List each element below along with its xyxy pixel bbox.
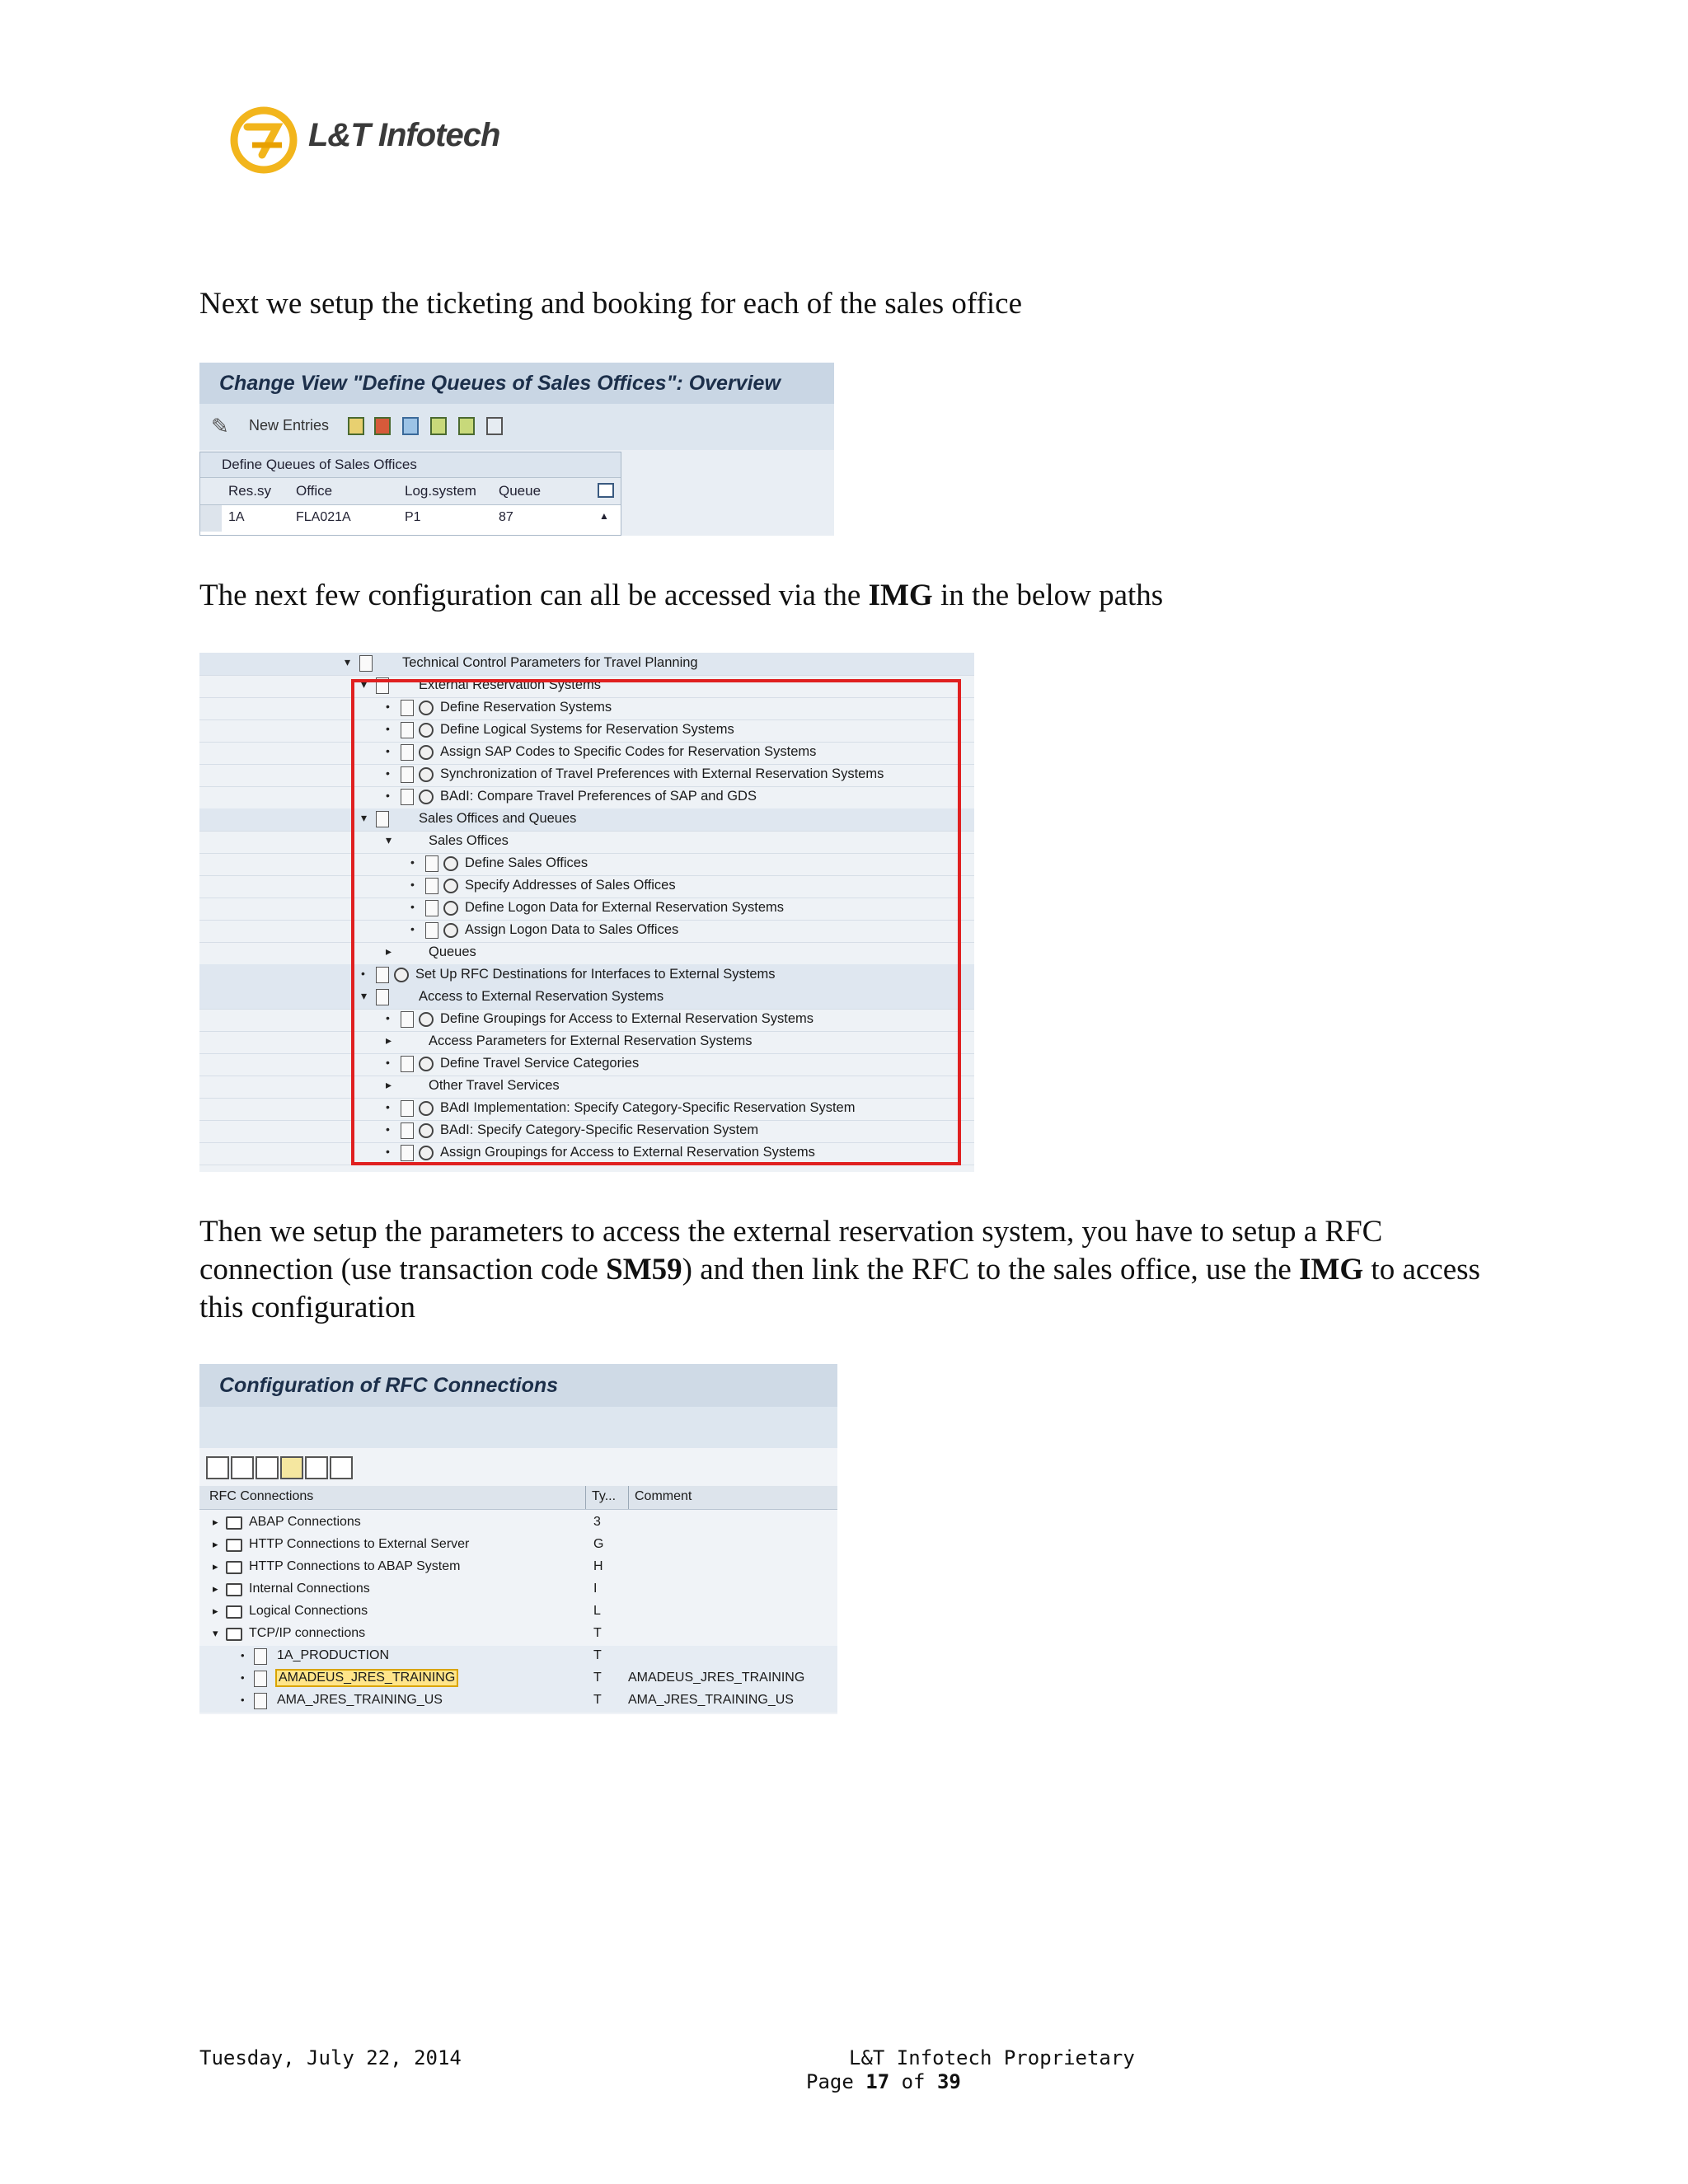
folder-icon (226, 1583, 242, 1596)
collapse-icon[interactable]: ▸ (213, 1538, 218, 1550)
bullet-icon[interactable]: • (410, 900, 415, 913)
tree-node-label: Define Reservation Systems (440, 700, 612, 715)
footer-proprietary: L&T Infotech Proprietary (849, 2046, 1135, 2069)
tree-node-label: BAdI: Specify Category-Specific Reservation System (440, 1122, 759, 1137)
cell-res-sy: 1A (228, 510, 245, 524)
col-queue: Queue (499, 483, 542, 499)
bullet-icon[interactable]: • (386, 766, 390, 780)
expand-icon[interactable]: ▾ (213, 1627, 218, 1639)
tree-node-label: Set Up RFC Destinations for Interfaces to External Systems (415, 967, 776, 982)
connection-name: Logical Connections (249, 1604, 368, 1618)
tree-node-label: Other Travel Services (429, 1078, 560, 1093)
table-row[interactable] (199, 1646, 837, 1668)
select-all-icon[interactable] (430, 417, 447, 435)
connection-name: ABAP Connections (249, 1515, 361, 1529)
bullet-icon[interactable]: • (386, 1011, 390, 1024)
table-row[interactable] (199, 1668, 837, 1690)
collapse-icon[interactable]: ▸ (386, 1078, 392, 1091)
collapse-icon[interactable]: ▸ (213, 1560, 218, 1572)
expand-icon[interactable]: ▾ (361, 677, 368, 691)
paragraph-1: Next we setup the ticketing and booking for each of the sales office (199, 287, 1022, 321)
collapse-icon[interactable]: ▸ (213, 1582, 218, 1595)
tree-node-label: Define Groupings for Access to External Reservation Systems (440, 1011, 814, 1026)
paragraph-3-bold-sm59: SM59 (606, 1253, 682, 1286)
table-row[interactable] (199, 1512, 837, 1535)
tree-node-label: BAdI: Compare Travel Preferences of SAP and GDS (440, 789, 757, 804)
cell-office: FLA021A (296, 510, 351, 524)
page-label: Page (806, 2070, 854, 2093)
document-icon (359, 655, 373, 672)
find-icon[interactable] (231, 1456, 254, 1479)
footer-date: Tuesday, July 22, 2014 (199, 2046, 462, 2069)
collapse-icon[interactable]: ▸ (386, 944, 392, 958)
edit-icon[interactable]: ✎ (211, 414, 229, 438)
col-log-system: Log.system (405, 483, 476, 499)
table-title: Define Queues of Sales Offices (200, 452, 621, 478)
copy-icon[interactable] (348, 417, 364, 435)
row-selector[interactable] (200, 505, 222, 532)
screen-title: Change View "Define Queues of Sales Offices": Overview (199, 363, 834, 404)
expand-icon[interactable]: ▾ (361, 811, 368, 824)
col-comment: Comment (635, 1489, 692, 1503)
delete-icon[interactable] (330, 1456, 353, 1479)
paragraph-3-bold-img: IMG (1299, 1253, 1364, 1286)
page-current: 17 (865, 2070, 890, 2093)
paragraph-3 (199, 1213, 1518, 1327)
tree-node-label: Queues (429, 944, 476, 959)
footer-page-number (806, 2070, 961, 2093)
logo-text: L&T Infotech (308, 117, 500, 153)
connection-name: TCP/IP connections (249, 1626, 366, 1640)
tree-node-label: Define Logical Systems for Reservation Systems (440, 722, 734, 737)
column-settings-icon[interactable] (598, 483, 614, 498)
bullet-icon[interactable]: • (386, 722, 390, 735)
connection-comment: AMA_JRES_TRAINING_US (628, 1693, 794, 1707)
bullet-icon[interactable]: • (241, 1671, 245, 1684)
table-row[interactable] (199, 1601, 837, 1624)
queues-table (199, 452, 621, 536)
tree-node-label: Sales Offices (429, 833, 509, 848)
table-row[interactable] (200, 505, 621, 533)
paragraph-2-bold: IMG (868, 579, 933, 612)
connection-type: 3 (593, 1515, 601, 1529)
tree-node-label: Access to External Reservation Systems (419, 989, 664, 1004)
table-header (199, 1486, 837, 1510)
undo-icon[interactable] (402, 417, 419, 435)
scroll-up-icon[interactable]: ▲ (599, 510, 609, 522)
folder-icon (226, 1516, 242, 1530)
expand-icon[interactable]: ▾ (361, 989, 368, 1002)
tree-node-label: Access Parameters for External Reservation Systems (429, 1033, 753, 1048)
select-block-icon[interactable] (458, 417, 475, 435)
connection-comment: AMADEUS_JRES_TRAINING (628, 1671, 805, 1685)
bullet-icon[interactable]: • (386, 744, 390, 757)
bullet-icon[interactable]: • (386, 789, 390, 802)
table-row[interactable] (199, 1690, 837, 1713)
folder-icon (226, 1561, 242, 1574)
page-of: of (901, 2070, 926, 2093)
col-rfc-connections: RFC Connections (209, 1489, 314, 1503)
tree-node-label: Assign Groupings for Access to External Reservation Systems (440, 1145, 815, 1160)
paragraph-2-text-b: in the below paths (932, 579, 1164, 612)
tree-node[interactable] (199, 653, 974, 676)
page-total: 39 (936, 2070, 961, 2093)
connection-type: T (593, 1626, 602, 1640)
display-icon[interactable] (305, 1456, 328, 1479)
connection-type: L (593, 1604, 601, 1618)
tree-node-label: External Reservation Systems (419, 677, 602, 692)
tree-node-label: Assign SAP Codes to Specific Codes for Reservation Systems (440, 744, 817, 759)
tree-node-label: BAdI Implementation: Specify Category-Specific Reservation System (440, 1100, 856, 1115)
folder-icon (226, 1628, 242, 1641)
highlight-box (351, 679, 961, 1165)
screenshot-rfc-connections (199, 1364, 837, 1714)
connection-name: 1A_PRODUCTION (277, 1648, 390, 1662)
bullet-icon[interactable]: • (410, 878, 415, 891)
cell-log-system: P1 (405, 510, 421, 524)
bullet-icon[interactable]: • (386, 1122, 390, 1136)
connection-name: HTTP Connections to ABAP System (249, 1559, 461, 1573)
screen-title: Configuration of RFC Connections (199, 1364, 837, 1407)
connection-type: I (593, 1582, 598, 1596)
screenshot-define-queues (199, 363, 834, 536)
bullet-icon[interactable]: • (386, 1100, 390, 1113)
connection-type: T (593, 1671, 602, 1685)
col-res-sy: Res.sy (228, 483, 271, 499)
bullet-icon[interactable]: • (361, 967, 365, 980)
bullet-icon[interactable]: • (410, 922, 415, 935)
table-row[interactable] (199, 1557, 837, 1579)
col-type: Ty... (592, 1489, 617, 1503)
connection-type: T (593, 1648, 602, 1662)
table-row[interactable] (199, 1624, 837, 1646)
collapse-icon[interactable]: ▸ (386, 1033, 392, 1047)
paragraph-2 (199, 577, 1518, 615)
document-icon (254, 1648, 267, 1665)
paragraph-3-text-c: to access this configuration (199, 1253, 1480, 1324)
folder-icon (226, 1539, 242, 1552)
bullet-icon[interactable]: • (386, 1145, 390, 1158)
refresh-icon[interactable] (206, 1456, 229, 1479)
bullet-icon[interactable]: • (241, 1649, 245, 1661)
collapse-icon[interactable]: ▸ (213, 1516, 218, 1528)
expand-icon[interactable]: ▾ (386, 833, 392, 846)
table-row[interactable] (199, 1535, 837, 1557)
connection-name: AMADEUS_JRES_TRAINING (279, 1671, 456, 1685)
paragraph-3-text-a: Then we setup the parameters to access the external reservation system, you have to setup a RFC connection (use transaction code (199, 1215, 1383, 1286)
divider (585, 1486, 586, 1509)
document-icon (254, 1693, 267, 1709)
table-header (200, 478, 621, 505)
tree-node-label: Technical Control Parameters for Travel Planning (402, 655, 698, 670)
connection-type: G (593, 1537, 604, 1551)
divider (628, 1486, 629, 1509)
tree-node-label: Define Travel Service Categories (440, 1056, 640, 1071)
tree-node-label: Define Logon Data for External Reservation Systems (465, 900, 785, 915)
toolbar (199, 404, 834, 450)
expand-icon[interactable]: ▾ (345, 655, 351, 668)
bullet-icon[interactable]: • (410, 855, 415, 869)
paragraph-3-text-b: ) and then link the RFC to the sales office, use the (682, 1253, 1300, 1286)
bullet-icon[interactable]: • (386, 700, 390, 713)
connection-type: T (593, 1693, 602, 1707)
delete-icon[interactable] (374, 417, 391, 435)
toolbar (206, 1456, 354, 1481)
document-icon (254, 1671, 267, 1687)
title-band (199, 1407, 837, 1448)
connection-type: H (593, 1559, 603, 1573)
collapse-icon[interactable]: ▸ (213, 1605, 218, 1617)
paragraph-2-text-a: The next few configuration can all be accessed via the (199, 579, 869, 612)
tree-node-label: Define Sales Offices (465, 855, 588, 870)
tree-node-label: Assign Logon Data to Sales Offices (465, 922, 679, 937)
tree-node-label: Sales Offices and Queues (419, 811, 577, 826)
connection-name: Internal Connections (249, 1582, 370, 1596)
bullet-icon[interactable]: • (241, 1694, 245, 1706)
company-logo (227, 102, 508, 178)
connection-name: HTTP Connections to External Server (249, 1537, 470, 1551)
change-icon[interactable] (280, 1456, 303, 1479)
table-row[interactable] (199, 1579, 837, 1601)
new-entries-button[interactable]: New Entries (249, 417, 330, 434)
create-icon[interactable] (256, 1456, 279, 1479)
tree-node-label: Synchronization of Travel Preferences with External Reservation Systems (440, 766, 884, 781)
screenshot-img-tree (199, 653, 974, 1172)
bullet-icon[interactable]: • (386, 1056, 390, 1069)
cell-queue: 87 (499, 510, 513, 524)
folder-icon (226, 1605, 242, 1619)
col-office: Office (296, 483, 333, 499)
tree-node-label: Specify Addresses of Sales Offices (465, 878, 676, 893)
deselect-icon[interactable] (486, 417, 503, 435)
lt-logo-icon (227, 102, 303, 178)
connection-name: AMA_JRES_TRAINING_US (277, 1693, 443, 1707)
